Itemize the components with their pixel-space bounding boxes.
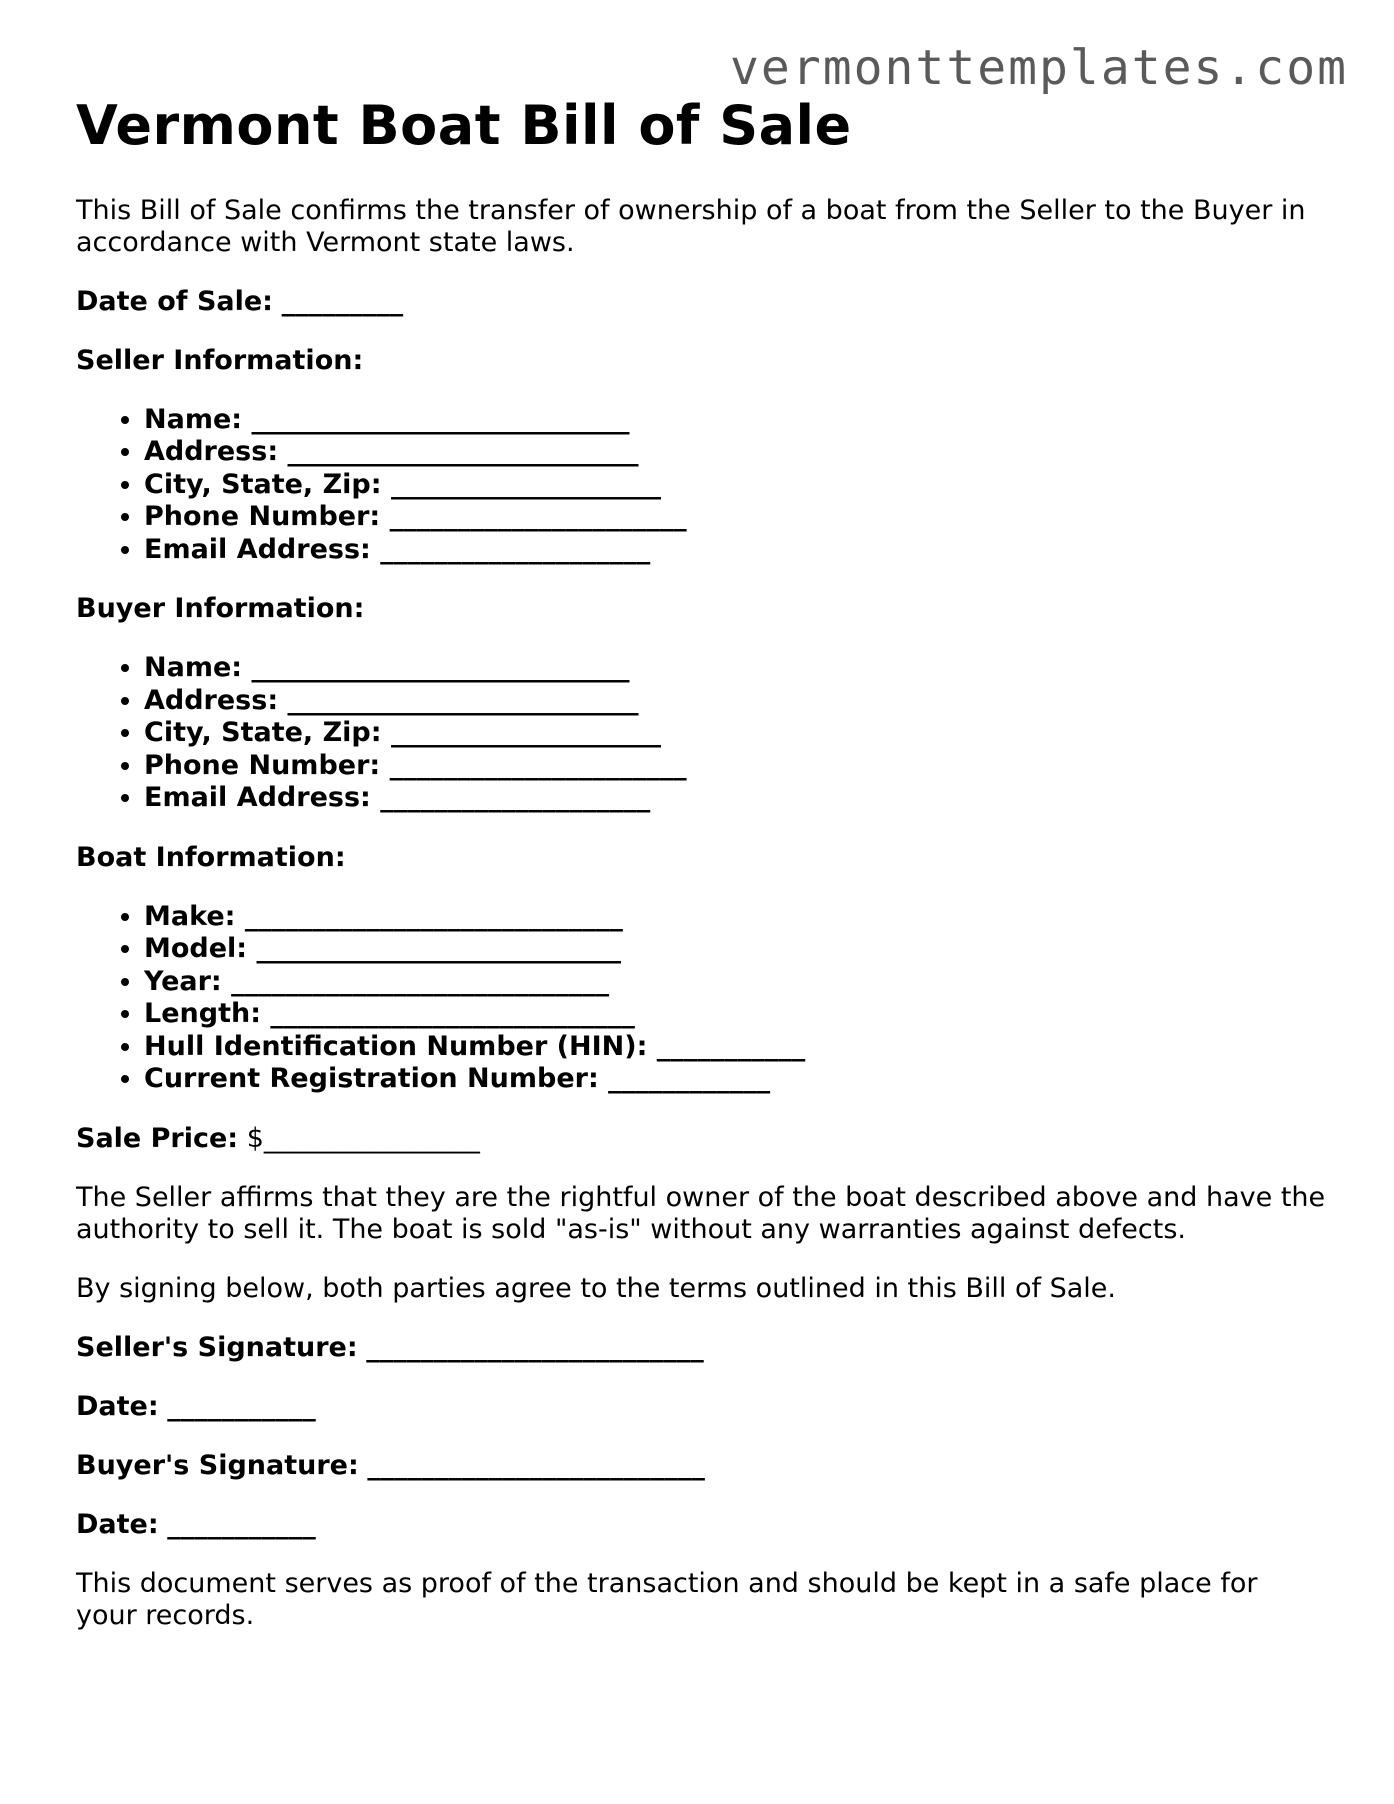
buyer-section-heading: Buyer Information: bbox=[76, 593, 365, 625]
field-label: Email Address: bbox=[144, 533, 371, 565]
buyer-city-state-zip-field bbox=[144, 717, 1326, 750]
field-label: Year: bbox=[144, 965, 222, 997]
boat-model-field bbox=[144, 933, 1326, 966]
page-title: Vermont Boat Bill of Sale bbox=[76, 94, 852, 157]
date-of-sale-field bbox=[76, 286, 1326, 318]
seller-date-field bbox=[76, 1391, 1326, 1423]
field-label: Address: bbox=[144, 684, 279, 716]
boat-make-field bbox=[144, 901, 1326, 934]
seller-email-field bbox=[144, 534, 1326, 567]
seller-city-state-zip-field bbox=[144, 469, 1326, 502]
seller-address-field bbox=[144, 436, 1326, 469]
boat-field-list bbox=[76, 901, 1326, 1096]
seller-field-list bbox=[76, 404, 1326, 567]
seller-name-field bbox=[144, 404, 1326, 437]
field-blank[interactable]: ______________________ bbox=[389, 501, 687, 533]
field-label: Email Address: bbox=[144, 782, 371, 814]
buyer-phone-field bbox=[144, 750, 1326, 783]
field-blank[interactable]: ____________________ bbox=[390, 468, 661, 500]
affirmation-paragraph: The Seller affirms that they are the rightful owner of the boat described above and have the authority to sell it. The boat is sold "as-is" without any warranties against defects. bbox=[76, 1181, 1326, 1245]
field-label: Hull Identification Number (HIN): bbox=[144, 1030, 648, 1062]
field-label: Phone Number: bbox=[144, 749, 381, 781]
buyer-date-field bbox=[76, 1509, 1326, 1541]
seller-phone-field bbox=[144, 501, 1326, 534]
field-blank[interactable]: ____________________________ bbox=[231, 965, 610, 997]
field-blank[interactable]: __________________________ bbox=[287, 684, 639, 716]
sale-price-blank[interactable]: $________________ bbox=[246, 1122, 480, 1154]
closing-paragraph: This document serves as proof of the transaction and should be kept in a safe place for your records. bbox=[76, 1567, 1258, 1631]
field-blank[interactable]: ___________ bbox=[656, 1030, 806, 1062]
field-blank[interactable]: ____________________________ bbox=[251, 403, 630, 435]
seller-signature-field bbox=[76, 1332, 1326, 1364]
field-blank[interactable]: ____________________ bbox=[380, 782, 651, 814]
field-blank[interactable]: ____________ bbox=[608, 1063, 771, 1095]
document-page bbox=[76, 94, 1326, 1632]
field-blank[interactable]: ____________________ bbox=[380, 533, 651, 565]
field-blank[interactable]: ___________________________ bbox=[256, 933, 622, 965]
seller-date-blank[interactable]: ___________ bbox=[167, 1390, 316, 1422]
buyer-name-field bbox=[144, 652, 1326, 685]
field-blank[interactable]: ____________________________ bbox=[251, 652, 630, 684]
watermark: vermonttemplates.com bbox=[730, 40, 1348, 96]
sale-price-label: Sale Price: bbox=[76, 1122, 239, 1154]
sale-price-field bbox=[76, 1123, 1326, 1155]
buyer-address-field bbox=[144, 685, 1326, 718]
boat-year-field bbox=[144, 966, 1326, 999]
field-label: Address: bbox=[144, 436, 279, 468]
seller-signature-blank[interactable]: _________________________ bbox=[366, 1331, 704, 1363]
boat-section-heading: Boat Information: bbox=[76, 841, 346, 873]
intro-paragraph: This Bill of Sale confirms the transfer of ownership of a boat from the Seller to the Buyer in accordance with Vermont state laws. bbox=[76, 194, 1306, 258]
boat-registration-field bbox=[144, 1063, 1326, 1096]
field-blank[interactable]: ______________________ bbox=[389, 749, 687, 781]
boat-hin-field bbox=[144, 1031, 1326, 1064]
buyer-signature-field bbox=[76, 1450, 1326, 1482]
field-label: Make: bbox=[144, 900, 236, 932]
field-label: Length: bbox=[144, 998, 261, 1030]
date-of-sale-label: Date of Sale: bbox=[76, 285, 273, 317]
field-label: City, State, Zip: bbox=[144, 468, 382, 500]
field-label: Current Registration Number: bbox=[144, 1063, 599, 1095]
field-label: Model: bbox=[144, 933, 248, 965]
field-blank[interactable]: ____________________ bbox=[390, 717, 661, 749]
seller-section-heading: Seller Information: bbox=[76, 344, 364, 376]
buyer-signature-label: Buyer's Signature: bbox=[76, 1449, 359, 1481]
date-of-sale-blank[interactable]: _________ bbox=[281, 285, 404, 317]
field-label: City, State, Zip: bbox=[144, 717, 382, 749]
boat-length-field bbox=[144, 998, 1326, 1031]
buyer-date-label: Date: bbox=[76, 1508, 159, 1540]
field-blank[interactable]: __________________________ bbox=[287, 436, 639, 468]
buyer-date-blank[interactable]: ___________ bbox=[167, 1508, 316, 1540]
field-label: Name: bbox=[144, 403, 243, 435]
agreement-paragraph: By signing below, both parties agree to the terms outlined in this Bill of Sale. bbox=[76, 1272, 1116, 1304]
seller-signature-label: Seller's Signature: bbox=[76, 1331, 358, 1363]
seller-date-label: Date: bbox=[76, 1390, 159, 1422]
field-blank[interactable]: ____________________________ bbox=[244, 900, 623, 932]
field-label: Phone Number: bbox=[144, 501, 381, 533]
field-blank[interactable]: ___________________________ bbox=[270, 998, 635, 1030]
buyer-signature-blank[interactable]: _________________________ bbox=[367, 1449, 705, 1481]
buyer-field-list bbox=[76, 652, 1326, 815]
buyer-email-field bbox=[144, 782, 1326, 815]
field-label: Name: bbox=[144, 652, 243, 684]
